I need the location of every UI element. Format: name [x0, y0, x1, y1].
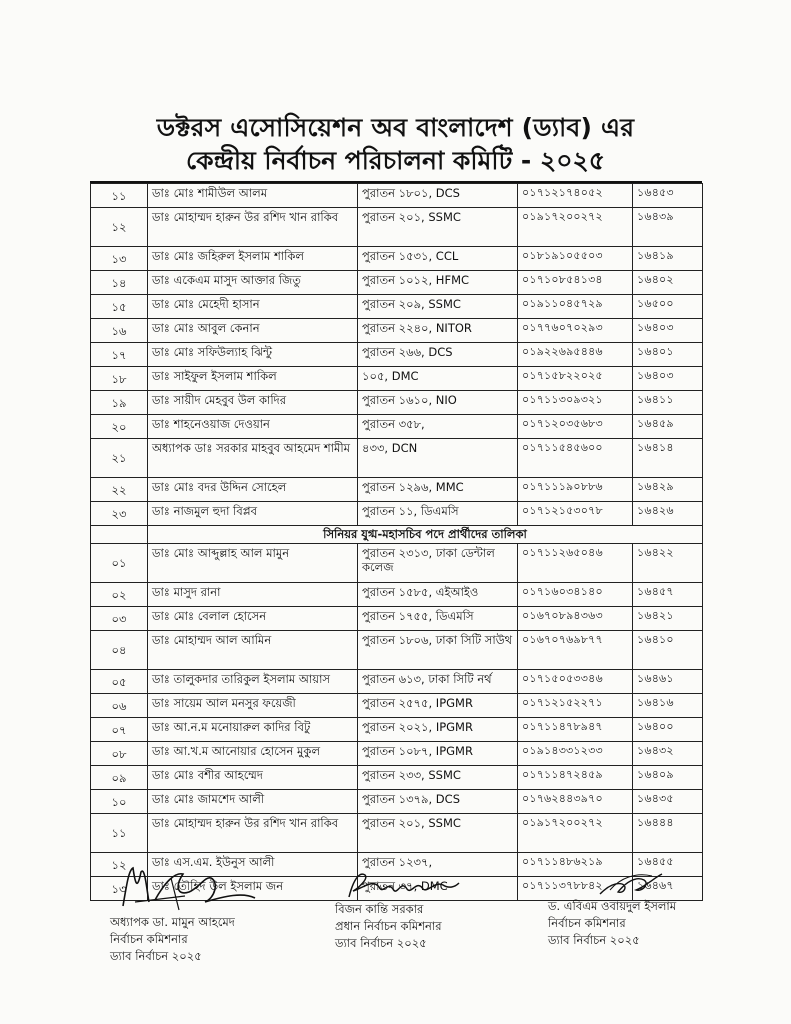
member-id-cell: ১৬৪৬১ — [633, 670, 703, 694]
signatory-1-role: নির্বাচন কমিশনার — [110, 932, 188, 946]
name-cell: ডাঃ মোহাম্মদ হারুন উর রশিদ খান রাকিব — [148, 814, 358, 853]
table-row — [91, 295, 703, 319]
signatory-2-role: প্রধান নির্বাচন কমিশনার — [335, 919, 442, 933]
member-id-cell: ১৬৪০৩ — [633, 319, 703, 343]
name-cell: ডাঃ মোঃ জহিরুল ইসলাম শাকিল — [148, 247, 358, 271]
table-row — [91, 271, 703, 295]
batch-cell: পুরাতন ১২৩৭, — [358, 853, 518, 877]
name-cell: ডাঃ নাজমুল হুদা বিপ্লব — [148, 502, 358, 526]
batch-cell: পুরাতন ১৫৮৫, এইআইও — [358, 583, 518, 607]
member-id-cell: ১৬৪২৯ — [633, 478, 703, 502]
serial-cell: ১১ — [91, 184, 148, 208]
serial-cell: ১৪ — [91, 271, 148, 295]
serial-cell: ১৫ — [91, 295, 148, 319]
table-row — [91, 544, 703, 583]
name-cell: ডাঃ একেএম মাসুদ আক্তার জিতু — [148, 271, 358, 295]
name-cell: ডাঃ শাহনেওয়াজ দেওয়ান — [148, 415, 358, 439]
phone-cell: ০১৭১১৪৭২৪৫৯ — [518, 766, 633, 790]
signature-block-1 — [110, 858, 320, 968]
serial-cell: ১৩ — [91, 877, 148, 901]
phone-cell: ০১৭১২০৩৫৬৮৩ — [518, 415, 633, 439]
member-id-cell: ১৬৫০০ — [633, 295, 703, 319]
table-row — [91, 583, 703, 607]
table-row — [91, 790, 703, 814]
batch-cell: পুরাতন ২০৯, SSMC — [358, 295, 518, 319]
signature-block-2 — [335, 865, 535, 965]
name-cell: ডাঃ মোঃ বদর উদ্দিন সোহেল — [148, 478, 358, 502]
handwritten-signature-1 — [115, 862, 265, 912]
handwritten-signature-3 — [596, 868, 666, 900]
phone-cell: ০১৮১৯১০৫৫০৩ — [518, 247, 633, 271]
batch-cell: পুরাতন ১০১২, HFMC — [358, 271, 518, 295]
serial-cell: ০৬ — [91, 694, 148, 718]
member-id-cell: ১৬৪০১ — [633, 343, 703, 367]
name-cell: ডাঃ মোঃ মেহেদী হাসান — [148, 295, 358, 319]
member-id-cell: ১৬৪০৩ — [633, 367, 703, 391]
serial-cell: ১৩ — [91, 247, 148, 271]
serial-cell: ১০ — [91, 790, 148, 814]
name-cell: ডাঃ সাইফুল ইসলাম শাকিল — [148, 367, 358, 391]
member-id-cell: ১৬৪২৬ — [633, 502, 703, 526]
serial-cell: ২৩ — [91, 502, 148, 526]
serial-cell: ১৭ — [91, 343, 148, 367]
phone-cell: ০১৭১৫০৫৩৩৪৬ — [518, 670, 633, 694]
name-cell: ডাঃ মোঃ বেলাল হোসেন — [148, 607, 358, 631]
section-title: সিনিয়র যুগ্ম-মহাসচিব পদে প্রার্থীদের তালিকা — [148, 526, 703, 544]
signatory-3-role: নির্বাচন কমিশনার — [548, 916, 626, 930]
phone-cell: ০১৭১০৮৫৪১৩৪ — [518, 271, 633, 295]
member-id-cell: ১৬৪৬৭ — [633, 877, 703, 901]
signature-block-3 — [548, 868, 728, 968]
name-cell: ডাঃ আ.খ.ম আনোয়ার হোসেন মুকুল — [148, 742, 358, 766]
member-id-cell: ১৬৪৩২ — [633, 742, 703, 766]
phone-cell: ০১৯১৪৩৩১২৩৩ — [518, 742, 633, 766]
phone-cell: ০১৯১১০৪৫৭২৯ — [518, 295, 633, 319]
doc-title-line1: ডক্টরস এসোসিয়েশন অব বাংলাদেশ (ড্যাব) এর — [156, 113, 635, 142]
phone-cell: ০১৭১৬০৩৪১৪০ — [518, 583, 633, 607]
table-row — [91, 607, 703, 631]
serial-cell: ০৯ — [91, 766, 148, 790]
phone-cell: ০১৭১১৪৭৮৯৪৭ — [518, 718, 633, 742]
serial-cell: ০২ — [91, 583, 148, 607]
serial-cell: ১৮ — [91, 367, 148, 391]
phone-cell: ০১৯১৭২০০২৭২ — [518, 208, 633, 247]
phone-cell: ০১৬৭০৭৬৯৮৭৭ — [518, 631, 633, 670]
phone-cell: ০১৭১১২৬৫০৪৬ — [518, 544, 633, 583]
batch-cell: পুরাতন ২২৪০, NITOR — [358, 319, 518, 343]
name-cell: ডাঃ তালুকদার তারিকুল ইসলাম আয়াস — [148, 670, 358, 694]
batch-cell: পুরাতন ৩৭, DMC — [358, 877, 518, 901]
table-row — [91, 694, 703, 718]
phone-cell: ০১৭১১৪৮৬২১৯ — [518, 853, 633, 877]
name-cell: ডাঃ মোহাম্মদ আল আমিন — [148, 631, 358, 670]
name-cell: ডাঃ সায়েম আল মনসুর ফয়েজী — [148, 694, 358, 718]
member-id-cell: ১৬৪০৯ — [633, 766, 703, 790]
doc-title-line2: কেন্দ্রীয় নির্বাচন পরিচালনা কমিটি - ২০২৫ — [186, 146, 605, 175]
name-cell: ডাঃ মোঃ জামশেদ আলী — [148, 790, 358, 814]
batch-cell: ৪৩৩, DCN — [358, 439, 518, 478]
batch-cell: পুরাতন ১৬১০, NIO — [358, 391, 518, 415]
member-id-cell: ১৬৪১৯ — [633, 247, 703, 271]
member-id-cell: ১৬৪২১ — [633, 607, 703, 631]
signatory-1-org: ড্যাব নির্বাচন ২০২৫ — [110, 949, 202, 963]
name-cell: ডাঃ মোঃ বশীর আহম্মেদ — [148, 766, 358, 790]
serial-cell: ২১ — [91, 439, 148, 478]
batch-cell: পুরাতন ৬১৩, ঢাকা সিটি নর্থ — [358, 670, 518, 694]
member-id-cell: ১৬৪৫৯ — [633, 415, 703, 439]
batch-cell: পুরাতন ২৩৩, SSMC — [358, 766, 518, 790]
table-row — [91, 367, 703, 391]
serial-cell: ০৮ — [91, 742, 148, 766]
table-row — [91, 478, 703, 502]
serial-cell: ০৪ — [91, 631, 148, 670]
member-id-cell: ১৬৪১৪ — [633, 439, 703, 478]
name-cell: ডাঃ সায়ীদ মেহবুব উল কাদির — [148, 391, 358, 415]
batch-cell: পুরাতন ২৩১৩, ঢাকা ডেন্টাল কলেজ — [358, 544, 518, 583]
phone-cell: ০১৭১১৫৪৫৬০০ — [518, 439, 633, 478]
member-id-cell: ১৬৪০০ — [633, 718, 703, 742]
table-row — [91, 814, 703, 853]
serial-cell: ১৯ — [91, 391, 148, 415]
batch-cell: পুরাতন ২০১, SSMC — [358, 208, 518, 247]
signatory-2-name: বিজন কান্তি সরকার — [335, 902, 424, 916]
phone-cell: ০১৭৭৬০৭০২৯৩ — [518, 319, 633, 343]
batch-cell: পুরাতন ২০২১, IPGMR — [358, 718, 518, 742]
member-id-cell: ১৬৪১১ — [633, 391, 703, 415]
member-id-cell: ১৬৪১৬ — [633, 694, 703, 718]
member-id-cell: ১৬৪১০ — [633, 631, 703, 670]
member-id-cell: ১৬৪০২ — [633, 271, 703, 295]
table-row — [91, 718, 703, 742]
section-row — [91, 526, 703, 544]
phone-cell: ০১৭১১৩৭৮৮৪২ — [518, 877, 633, 901]
signatory-3-name: ড. এবিএম ওবায়দুল ইসলাম — [548, 899, 677, 913]
phone-cell: ০১৬৭০৮৯৪৩৬৩ — [518, 607, 633, 631]
serial-cell: ২০ — [91, 415, 148, 439]
serial-cell: ০৩ — [91, 607, 148, 631]
table-row — [91, 766, 703, 790]
phone-cell: ০১৯১৭২০০২৭২ — [518, 814, 633, 853]
batch-cell: পুরাতন ১১, ডিএমসি — [358, 502, 518, 526]
phone-cell: ০১৭৬২৪৪৩৯৭০ — [518, 790, 633, 814]
batch-cell: পুরাতন ১৫৩১, CCL — [358, 247, 518, 271]
name-cell: ডাঃ তৌহিদ উল ইসলাম জন — [148, 877, 358, 901]
table-row — [91, 184, 703, 208]
phone-cell: ০১৭১১১৯০৮৮৬ — [518, 478, 633, 502]
phone-cell: ০১৯২২৬৯৫৪৪৬ — [518, 343, 633, 367]
batch-cell: পুরাতন ২০১, SSMC — [358, 814, 518, 853]
serial-cell: ১২ — [91, 208, 148, 247]
batch-cell: ১০৫, DMC — [358, 367, 518, 391]
name-cell: অধ্যাপক ডাঃ সরকার মাহবুব আহমেদ শামীম — [148, 439, 358, 478]
name-cell: ডাঃ মোঃ শামীউল আলম — [148, 184, 358, 208]
serial-cell: ২২ — [91, 478, 148, 502]
member-id-cell: ১৬৪৫৫ — [633, 853, 703, 877]
table-row — [91, 631, 703, 670]
name-cell: ডাঃ মাসুদ রানা — [148, 583, 358, 607]
signatory-2-org: ড্যাব নির্বাচন ২০২৫ — [335, 936, 427, 950]
handwritten-signature-2 — [343, 867, 463, 903]
batch-cell: পুরাতন ১৭৫৫, ডিএমসি — [358, 607, 518, 631]
member-id-cell: ১৬৪৩৫ — [633, 790, 703, 814]
batch-cell: পুরাতন ২৬৬, DCS — [358, 343, 518, 367]
table-row — [91, 670, 703, 694]
batch-cell: পুরাতন ১২৯৬, MMC — [358, 478, 518, 502]
name-cell: ডাঃ মোঃ আব্দুল্লাহ আল মামুন — [148, 544, 358, 583]
serial-cell: ০৫ — [91, 670, 148, 694]
member-id-cell: ১৬৪২২ — [633, 544, 703, 583]
phone-cell: ০১৭১২১৫২২৭১ — [518, 694, 633, 718]
batch-cell: পুরাতন ২৫৭৫, IPGMR — [358, 694, 518, 718]
section-blank-cell — [91, 526, 148, 544]
name-cell: ডাঃ মোঃ সফিউল্যাহ ঝিন্টু — [148, 343, 358, 367]
serial-cell: ০১ — [91, 544, 148, 583]
table-row — [91, 391, 703, 415]
table-row — [91, 343, 703, 367]
serial-cell: ০৭ — [91, 718, 148, 742]
member-id-cell: ১৬৪৫৩ — [633, 184, 703, 208]
signatory-3-org: ড্যাব নির্বাচন ২০২৫ — [548, 933, 640, 947]
serial-cell: ১২ — [91, 853, 148, 877]
member-id-cell: ১৬৪৫৭ — [633, 583, 703, 607]
table-row — [91, 208, 703, 247]
name-cell: ডাঃ আ.ন.ম মনোয়ারুল কাদির বিটু — [148, 718, 358, 742]
name-cell: ডাঃ এস.এম. ইউনুস আলী — [148, 853, 358, 877]
serial-cell: ১১ — [91, 814, 148, 853]
serial-cell: ১৬ — [91, 319, 148, 343]
table-row — [91, 247, 703, 271]
name-cell: ডাঃ মোঃ আবুল কেনান — [148, 319, 358, 343]
table-row — [91, 439, 703, 478]
table-row — [91, 415, 703, 439]
phone-cell: ০১৭১১৩০৯৩২১ — [518, 391, 633, 415]
phone-cell: ০১৭১২১৫৩০৭৮ — [518, 502, 633, 526]
candidate-table — [90, 183, 703, 901]
table-row — [91, 502, 703, 526]
batch-cell: পুরাতন ১৩৭৯, DCS — [358, 790, 518, 814]
table-row — [91, 742, 703, 766]
batch-cell: পুরাতন ৩৫৮, — [358, 415, 518, 439]
phone-cell: ০১৭১২১৭৪০৫২ — [518, 184, 633, 208]
batch-cell: পুরাতন ১৮০১, DCS — [358, 184, 518, 208]
batch-cell: পুরাতন ১০৮৭, IPGMR — [358, 742, 518, 766]
name-cell: ডাঃ মোহাম্মদ হারুন উর রশিদ খান রাকিব — [148, 208, 358, 247]
batch-cell: পুরাতন ১৮০৬, ঢাকা সিটি সাউথ — [358, 631, 518, 670]
phone-cell: ০১৭১৫৮২২০২৫ — [518, 367, 633, 391]
member-id-cell: ১৬৪৩৯ — [633, 208, 703, 247]
member-id-cell: ১৬৪৪৪ — [633, 814, 703, 853]
signatory-1-name: অধ্যাপক ডা. মামুন আহমেদ — [110, 915, 235, 929]
table-row — [91, 319, 703, 343]
